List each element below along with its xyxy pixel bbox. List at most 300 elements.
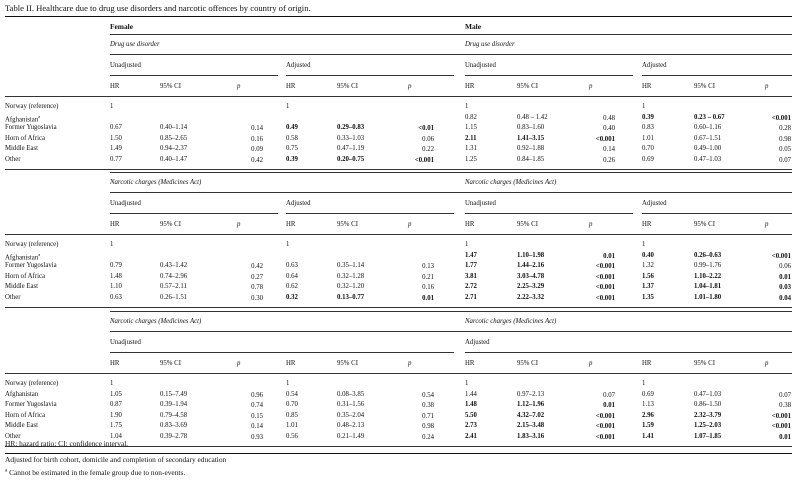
col-header-ci: 95% CI <box>337 221 358 228</box>
male-right-label: Adjusted <box>642 200 667 207</box>
group-rule <box>110 75 278 76</box>
country-name: Horn of Africa <box>5 411 46 419</box>
cell-hr: 0.69 <box>642 156 654 163</box>
country-label <box>5 125 57 132</box>
col-header-hr: HR <box>642 83 652 90</box>
cell-p: <0.001 <box>771 114 791 122</box>
col-header-ci: 95% CI <box>694 221 715 228</box>
country-label <box>5 242 58 249</box>
cell-ci: 0.26–0.63 <box>694 251 722 259</box>
female-section-title: Narcotic charges (Medicines Act) <box>110 179 202 186</box>
female-section-title: Narcotic charges (Medicines Act) <box>110 318 202 325</box>
col-header-hr: HR <box>465 83 475 90</box>
header-rule <box>5 373 792 374</box>
col-header-hr: HR <box>286 83 296 90</box>
cell-hr: 0.56 <box>286 433 298 440</box>
note-nonevents-text: Cannot be estimated in the female group due to non-events. <box>9 468 186 477</box>
header-rule <box>5 234 792 235</box>
cell-hr: 1.75 <box>110 422 122 430</box>
cell-hr: 0.77 <box>110 156 122 163</box>
female-left-label: Unadjusted <box>110 339 141 346</box>
cell-ci: 0.67–1.51 <box>694 134 722 142</box>
cell-p: <0.001 <box>595 263 615 271</box>
cell-hr: 0.79 <box>110 262 122 270</box>
group-rule <box>286 75 454 76</box>
cell-p: 0.78 <box>251 284 263 292</box>
cell-p: <0.001 <box>595 284 615 292</box>
cell-p: 0.13 <box>422 263 434 271</box>
cell-ci: 0.74–2.96 <box>160 272 188 280</box>
cell-hr: 0.83 <box>642 124 654 132</box>
cell-hr: 1.77 <box>465 262 477 270</box>
group-rule <box>110 352 454 353</box>
cell-hr: 1 <box>465 103 469 110</box>
col-header-p: p <box>408 360 412 367</box>
cell-hr: 1 <box>642 103 646 110</box>
cell-ci: 0.94–2.37 <box>160 145 188 153</box>
col-header-p: p <box>237 360 241 367</box>
female-section-title: Drug use disorder <box>110 41 160 48</box>
cell-ci: 0.40–1.14 <box>160 124 188 132</box>
male-section-title: Drug use disorder <box>465 41 515 48</box>
cell-ci: 2.22–3.32 <box>517 294 545 301</box>
male-section-title: Narcotic charges (Medicines Act) <box>465 318 557 325</box>
cell-ci: 1.04–1.81 <box>694 283 722 291</box>
col-header-hr: HR <box>110 83 120 90</box>
col-header-hr: HR <box>465 360 475 367</box>
cell-hr: 0.75 <box>286 145 298 153</box>
cell-p: 0.93 <box>251 434 263 441</box>
cell-ci: 0.83–3.69 <box>160 422 188 430</box>
group-rule <box>465 352 792 353</box>
female-right-label: Adjusted <box>286 62 311 69</box>
country-name: Other <box>5 294 21 301</box>
female-left-label: Unadjusted <box>110 200 141 207</box>
country-name: Afghanistan <box>5 253 39 261</box>
col-header-p: p <box>589 221 593 228</box>
cell-hr: 0.67 <box>110 124 122 132</box>
country-label <box>5 392 38 399</box>
group-rule <box>465 75 633 76</box>
section-rule <box>110 311 792 312</box>
cell-hr: 1 <box>110 241 114 248</box>
col-header-p: p <box>765 221 769 228</box>
cell-ci: 0.86–1.50 <box>694 401 722 409</box>
cell-hr: 1.01 <box>642 134 654 142</box>
cell-hr: 1.04 <box>110 433 122 440</box>
cell-p: 0.07 <box>603 391 615 399</box>
cell-hr: 1.32 <box>642 262 654 270</box>
cell-ci: 0.47–1.19 <box>337 145 365 153</box>
cell-p: <0.01 <box>418 125 434 133</box>
cell-p: 0.26 <box>603 157 615 164</box>
cell-ci: 1.25–2.03 <box>694 422 722 430</box>
cell-hr: 0.70 <box>642 145 654 153</box>
cell-p: 0.14 <box>251 423 263 431</box>
cell-ci: 2.32–3.79 <box>694 411 722 419</box>
note-nonevents <box>5 468 185 477</box>
cell-ci: 0.48–2.13 <box>337 422 365 430</box>
col-header-ci: 95% CI <box>517 83 538 90</box>
note-abbreviations: HR: hazard ratio; CI: confidence interval. <box>5 439 129 448</box>
cell-hr: 2.96 <box>642 411 654 419</box>
cell-ci: 0.85–2.65 <box>160 134 188 142</box>
group-rule <box>642 213 792 214</box>
cell-hr: 1 <box>286 103 290 110</box>
section-rule <box>110 172 792 173</box>
country-name: Middle East <box>5 422 39 430</box>
cell-p: 0.54 <box>422 391 434 399</box>
cell-p: 0.14 <box>603 146 615 154</box>
cell-ci: 1.12–1.96 <box>517 401 545 409</box>
cell-hr: 1.35 <box>642 294 654 301</box>
col-header-hr: HR <box>286 221 296 228</box>
country-label <box>5 146 38 153</box>
country-name: Middle East <box>5 283 39 291</box>
cell-ci: 0.43–1.42 <box>160 262 188 270</box>
cell-ci: 0.40–1.47 <box>160 156 188 163</box>
cell-ci: 0.49–1.00 <box>694 145 722 153</box>
cell-p: 0.03 <box>779 284 791 292</box>
cell-p: 0.01 <box>603 402 615 410</box>
cell-ci: 2.15–3.48 <box>517 422 545 430</box>
cell-ci: 1.10–2.22 <box>694 272 722 280</box>
cell-hr: 3.81 <box>465 272 477 280</box>
cell-p: 0.74 <box>251 402 263 410</box>
cell-hr: 1.47 <box>465 251 477 259</box>
cell-p: 0.98 <box>779 135 791 143</box>
cell-hr: 2.72 <box>465 283 477 291</box>
col-header-p: p <box>408 221 412 228</box>
cell-p: 0.16 <box>251 135 263 143</box>
country-name: Afghanistan <box>5 115 39 123</box>
cell-p: 0.22 <box>422 146 434 154</box>
cell-hr: 1 <box>642 380 646 387</box>
col-header-hr: HR <box>286 360 296 367</box>
country-label <box>5 136 45 143</box>
col-header-p: p <box>765 83 769 90</box>
male-left-label: Unadjusted <box>465 200 496 207</box>
cell-p: 0.01 <box>779 273 791 281</box>
cell-p: 0.15 <box>251 412 263 420</box>
cell-p: 0.24 <box>422 434 434 441</box>
col-header-hr: HR <box>465 221 475 228</box>
cell-ci: 0.13–0.77 <box>337 294 365 301</box>
cell-p: 0.96 <box>251 391 263 399</box>
country-name: Norway (reference) <box>5 380 59 387</box>
cell-hr: 0.63 <box>110 294 122 301</box>
country-name: Horn of Africa <box>5 134 46 142</box>
col-header-p: p <box>237 83 241 90</box>
cell-ci: 1.10–1.98 <box>517 251 545 259</box>
country-name: Former Yugoslavia <box>5 124 57 132</box>
bottom-rule <box>5 453 792 454</box>
cell-p: <0.001 <box>595 135 615 143</box>
country-name: Norway (reference) <box>5 241 59 248</box>
cell-p: 0.42 <box>251 263 263 271</box>
male-left-label: Unadjusted <box>465 62 496 69</box>
country-label <box>5 423 38 430</box>
table-caption: Table II. Healthcare due to drug use disorders and narcotic offences by country of origin. <box>5 3 311 13</box>
cell-p: 0.06 <box>422 135 434 143</box>
cell-p: 0.48 <box>603 114 615 122</box>
female-heading: Female <box>110 22 133 31</box>
country-name: Horn of Africa <box>5 272 46 280</box>
cell-p: 0.06 <box>779 263 791 271</box>
col-header-p: p <box>408 83 412 90</box>
col-header-ci: 95% CI <box>160 221 181 228</box>
cell-p: 0.38 <box>779 402 791 410</box>
cell-p: 0.07 <box>779 391 791 399</box>
cell-hr: 0.62 <box>286 283 298 291</box>
cell-p: 0.21 <box>422 273 434 281</box>
cell-p: 0.71 <box>422 412 434 420</box>
cell-ci: 0.47–1.03 <box>694 390 722 398</box>
col-header-ci: 95% CI <box>694 360 715 367</box>
cell-hr: 1.01 <box>286 422 298 430</box>
cell-ci: 1.44–2.16 <box>517 262 545 270</box>
cell-ci: 0.35–1.14 <box>337 262 365 270</box>
cell-ci: 0.33–1.03 <box>337 134 365 142</box>
subtitle-rule <box>110 54 792 55</box>
group-rule <box>286 213 454 214</box>
cell-hr: 1 <box>465 380 469 387</box>
cell-p: 0.98 <box>422 423 434 431</box>
cell-p: <0.001 <box>595 295 615 302</box>
cell-ci: 0.08–3.85 <box>337 390 365 398</box>
note-adjusted: Adjusted for birth cohort, domicile and completion of secondary education <box>5 455 227 464</box>
cell-p: <0.001 <box>771 252 791 260</box>
cell-ci: 0.57–2.11 <box>160 283 187 291</box>
subtitle-rule <box>110 192 792 193</box>
cell-ci: 0.83–1.60 <box>517 124 545 132</box>
country-name: Middle East <box>5 145 39 153</box>
col-header-p: p <box>765 360 769 367</box>
cell-hr: 0.70 <box>286 401 298 409</box>
cell-ci: 0.20–0.75 <box>337 156 365 163</box>
country-label <box>5 274 45 281</box>
col-header-ci: 95% CI <box>517 360 538 367</box>
country-name: Other <box>5 433 21 440</box>
section-end-rule <box>5 169 792 170</box>
cell-hr: 0.39 <box>642 113 654 121</box>
cell-p: 0.07 <box>779 157 791 164</box>
col-header-hr: HR <box>642 221 652 228</box>
subtitle-rule <box>110 331 792 332</box>
group-rule <box>642 75 792 76</box>
cell-hr: 0.87 <box>110 401 122 409</box>
cell-ci: 0.60–1.16 <box>694 124 722 132</box>
cell-hr: 0.63 <box>286 262 298 270</box>
col-header-ci: 95% CI <box>517 221 538 228</box>
cell-p: 0.30 <box>251 295 263 302</box>
country-superscript: a <box>38 251 41 257</box>
col-header-hr: HR <box>642 360 652 367</box>
cell-hr: 0.49 <box>286 124 298 132</box>
cell-ci: 0.39–2.78 <box>160 433 188 440</box>
country-label <box>5 402 57 409</box>
cell-ci: 0.92–1.88 <box>517 145 545 153</box>
cell-ci: 0.31–1.56 <box>337 401 365 409</box>
male-left-label: Adjusted <box>465 339 490 346</box>
cell-p: 0.04 <box>779 295 791 302</box>
cell-hr: 1.41 <box>642 433 654 440</box>
cell-hr: 1.44 <box>465 390 477 398</box>
cell-p: 0.14 <box>251 125 263 133</box>
country-name: Other <box>5 156 21 163</box>
cell-hr: 0.32 <box>286 294 298 301</box>
cell-ci: 0.15–7.49 <box>160 390 188 398</box>
cell-ci: 0.23 – 0.67 <box>694 113 725 121</box>
cell-ci: 0.48 – 1.42 <box>517 113 548 121</box>
country-name: Afghanistan <box>5 390 39 398</box>
cell-hr: 1.10 <box>110 283 122 291</box>
country-name: Former Yugoslavia <box>5 262 57 270</box>
cell-hr: 1.25 <box>465 156 477 163</box>
male-section-title: Narcotic charges (Medicines Act) <box>465 179 557 186</box>
cell-ci: 2.25–3.29 <box>517 283 545 291</box>
group-rule <box>110 213 278 214</box>
cell-p: 0.40 <box>603 125 615 133</box>
cell-hr: 1.50 <box>110 134 122 142</box>
cell-ci: 0.21–1.49 <box>337 433 365 440</box>
cell-hr: 1.59 <box>642 422 654 430</box>
cell-hr: 1 <box>110 103 114 110</box>
col-header-ci: 95% CI <box>160 83 181 90</box>
cell-hr: 0.40 <box>642 251 654 259</box>
cell-hr: 0.82 <box>465 113 477 121</box>
country-name: Former Yugoslavia <box>5 401 57 409</box>
cell-ci: 0.47–1.03 <box>694 156 722 163</box>
cell-ci: 0.35–2.04 <box>337 411 365 419</box>
cell-hr: 1.56 <box>642 272 654 280</box>
cell-ci: 0.79–4.58 <box>160 411 188 419</box>
note-superscript: a <box>5 468 8 474</box>
header-rule <box>5 96 792 97</box>
cell-hr: 1.15 <box>465 124 477 132</box>
col-header-hr: HR <box>110 221 120 228</box>
col-header-ci: 95% CI <box>160 360 181 367</box>
cell-hr: 0.69 <box>642 390 654 398</box>
cell-hr: 1 <box>110 380 114 387</box>
cell-p: <0.001 <box>595 273 615 281</box>
country-label <box>5 284 38 291</box>
cell-p: 0.42 <box>251 157 263 164</box>
country-name: Norway (reference) <box>5 103 59 110</box>
female-right-label: Adjusted <box>286 200 311 207</box>
cell-ci: 0.39–1.94 <box>160 401 188 409</box>
cell-ci: 1.07–1.85 <box>694 433 722 440</box>
cell-ci: 0.32–1.20 <box>337 283 365 291</box>
country-label <box>5 104 58 111</box>
male-right-label: Adjusted <box>642 62 667 69</box>
section-rule <box>110 34 792 35</box>
cell-hr: 1.37 <box>642 283 654 291</box>
cell-p: 0.16 <box>422 284 434 292</box>
cell-hr: 2.11 <box>465 134 477 142</box>
col-header-p: p <box>589 83 593 90</box>
col-header-p: p <box>237 221 241 228</box>
cell-hr: 1 <box>286 380 290 387</box>
cell-ci: 0.84–1.85 <box>517 156 545 163</box>
cell-p: 0.27 <box>251 273 263 281</box>
country-label <box>5 263 57 270</box>
cell-p: 0.09 <box>251 146 263 154</box>
cell-hr: 1 <box>465 241 469 248</box>
cell-hr: 2.71 <box>465 294 477 301</box>
cell-hr: 2.73 <box>465 422 477 430</box>
cell-p: 0.01 <box>779 434 791 441</box>
country-label <box>5 381 58 388</box>
cell-p: <0.001 <box>771 423 791 431</box>
cell-p: 0.05 <box>779 146 791 154</box>
cell-hr: 1.05 <box>110 390 122 398</box>
cell-hr: 2.41 <box>465 433 477 440</box>
cell-hr: 1.49 <box>110 145 122 153</box>
country-label <box>5 157 20 164</box>
cell-p: 0.01 <box>422 295 434 302</box>
group-rule <box>465 213 633 214</box>
col-header-hr: HR <box>110 360 120 367</box>
cell-ci: 0.32–1.28 <box>337 272 365 280</box>
cell-hr: 1.90 <box>110 411 122 419</box>
cell-hr: 0.58 <box>286 134 298 142</box>
cell-ci: 0.99–1.76 <box>694 262 722 270</box>
cell-ci: 3.03–4.78 <box>517 272 545 280</box>
cell-p: 0.38 <box>422 402 434 410</box>
cell-hr: 1.31 <box>465 145 477 153</box>
cell-hr: 1.48 <box>465 401 477 409</box>
cell-hr: 0.39 <box>286 156 298 163</box>
col-header-ci: 95% CI <box>337 360 358 367</box>
cell-ci: 4.32–7.02 <box>517 411 545 419</box>
cell-p: <0.001 <box>595 434 615 441</box>
col-header-p: p <box>589 360 593 367</box>
cell-hr: 0.85 <box>286 411 298 419</box>
cell-p: <0.001 <box>771 412 791 420</box>
female-left-label: Unadjusted <box>110 62 141 69</box>
cell-p: <0.001 <box>595 423 615 431</box>
cell-hr: 1.13 <box>642 401 654 409</box>
cell-ci: 0.29–0.83 <box>337 124 365 132</box>
col-header-ci: 95% CI <box>694 83 715 90</box>
cell-hr: 5.50 <box>465 411 477 419</box>
cell-p: 0.01 <box>603 252 615 260</box>
country-label <box>5 295 20 302</box>
country-label <box>5 253 40 262</box>
cell-ci: 1.41–3.15 <box>517 134 545 142</box>
male-heading: Male <box>465 22 482 31</box>
cell-ci: 0.26–1.51 <box>160 294 188 301</box>
section-end-rule <box>5 307 792 308</box>
cell-ci: 1.01–1.80 <box>694 294 722 301</box>
cell-ci: 1.83–3.16 <box>517 433 545 440</box>
cell-hr: 1.48 <box>110 272 122 280</box>
col-header-ci: 95% CI <box>337 83 358 90</box>
country-label <box>5 115 40 124</box>
cell-p: <0.001 <box>414 157 434 164</box>
country-label <box>5 413 45 420</box>
cell-ci: 0.97–2.13 <box>517 390 545 398</box>
cell-hr: 0.64 <box>286 272 298 280</box>
country-superscript: a <box>38 113 41 119</box>
cell-p: 0.28 <box>779 125 791 133</box>
cell-hr: 1 <box>286 241 290 248</box>
cell-p: <0.001 <box>595 412 615 420</box>
cell-hr: 0.54 <box>286 390 298 398</box>
cell-hr: 1 <box>642 241 646 248</box>
top-rule <box>5 16 792 17</box>
